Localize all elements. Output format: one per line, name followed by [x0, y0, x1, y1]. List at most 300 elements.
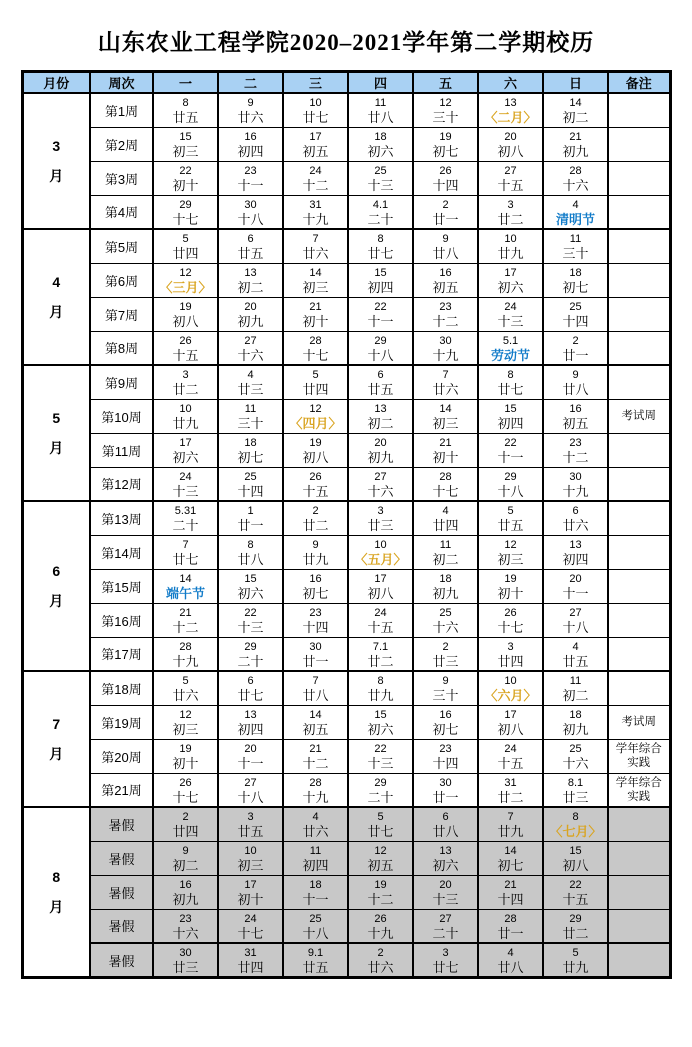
- day-cell: [413, 535, 478, 569]
- day-cell: [543, 433, 608, 467]
- lunar-day-label: 十九: [432, 347, 459, 363]
- week-label: 暑假: [90, 841, 153, 875]
- day-cell: [348, 875, 413, 909]
- week-label: 第20周: [90, 739, 153, 773]
- note-cell: [608, 671, 670, 705]
- day-cell: [478, 603, 543, 637]
- day-cell: [218, 705, 283, 739]
- day-number: 30: [244, 198, 257, 211]
- note-cell: [608, 943, 670, 978]
- day-number: 27: [244, 334, 257, 347]
- note-cell: [608, 807, 670, 841]
- lunar-day-label: 二十: [237, 653, 264, 669]
- day-cell: [413, 93, 478, 127]
- lunar-day-label: 十六: [172, 925, 199, 941]
- day-cell: [218, 501, 283, 535]
- day-cell: [348, 739, 413, 773]
- week-label: 第5周: [90, 229, 153, 263]
- lunar-day-label: 初十: [302, 314, 329, 329]
- day-number: 11: [374, 97, 387, 110]
- note-cell: [608, 93, 670, 127]
- month-unit: 月: [49, 304, 64, 320]
- day-number: 10: [374, 539, 387, 551]
- lunar-day-label: 十九: [302, 789, 329, 805]
- day-number: 17: [309, 131, 322, 143]
- day-cell: [153, 739, 218, 773]
- day-cell: [283, 943, 348, 978]
- lunar-day-label: 廿二: [367, 653, 394, 669]
- lunar-day-label: 初七: [237, 450, 264, 465]
- week-row: [22, 501, 670, 535]
- lunar-day-label: 十六: [562, 756, 589, 771]
- day-number: 17: [504, 267, 517, 279]
- day-cell: [478, 365, 543, 399]
- lunar-day-label: 十二: [172, 620, 199, 635]
- lunar-day-label: 二十: [367, 789, 394, 805]
- day-number: 26: [504, 607, 517, 619]
- day-number: 14: [569, 97, 582, 110]
- day-cell: [348, 671, 413, 705]
- week-row: [22, 297, 670, 331]
- lunar-day-label: 十四: [432, 178, 459, 193]
- day-cell: [413, 399, 478, 433]
- lunar-day-label: 廿三: [237, 382, 264, 398]
- day-cell: [153, 705, 218, 739]
- day-number: 25: [569, 743, 582, 755]
- day-cell: [218, 841, 283, 875]
- week-label: 第21周: [90, 773, 153, 807]
- week-row: [22, 739, 670, 773]
- week-label: 第1周: [90, 93, 153, 127]
- day-cell: [413, 501, 478, 535]
- day-number: 19: [179, 301, 192, 313]
- lunar-day-label: 初二: [237, 280, 264, 295]
- lunar-day-label: 初七: [432, 144, 459, 159]
- header-fri: 五: [413, 72, 478, 94]
- day-number: 13: [244, 267, 257, 279]
- month-number: 8: [52, 869, 61, 885]
- lunar-day-label: 廿九: [497, 824, 524, 840]
- week-label: 第17周: [90, 637, 153, 671]
- day-number: 24: [244, 912, 257, 925]
- day-number: 28: [309, 776, 322, 789]
- day-number: 25: [309, 912, 322, 925]
- day-number: 5: [507, 505, 514, 518]
- header-wed: 三: [283, 72, 348, 94]
- day-cell: [413, 807, 478, 841]
- lunar-day-label: 初二: [562, 110, 589, 126]
- lunar-day-label: 十一: [302, 892, 329, 907]
- week-label: 第19周: [90, 705, 153, 739]
- day-cell: [348, 195, 413, 229]
- week-row: [22, 671, 670, 705]
- day-cell: [283, 569, 348, 603]
- day-cell: [153, 501, 218, 535]
- day-cell: [413, 331, 478, 365]
- day-cell: [543, 807, 608, 841]
- day-cell: [413, 671, 478, 705]
- note-cell: [608, 467, 670, 501]
- lunar-month-label: 〈四月〉: [289, 416, 342, 431]
- day-number: 3: [182, 369, 189, 382]
- day-number: 26: [309, 470, 322, 483]
- day-cell: [218, 637, 283, 671]
- lunar-day-label: 初九: [367, 450, 394, 465]
- lunar-day-label: 廿五: [497, 518, 524, 534]
- day-cell: [478, 569, 543, 603]
- day-number: 8.1: [567, 776, 584, 789]
- lunar-day-label: 十八: [237, 789, 264, 805]
- lunar-day-label: 十四: [497, 892, 524, 907]
- day-number: 12: [439, 97, 452, 110]
- day-cell: [348, 229, 413, 263]
- lunar-day-label: 初二: [367, 416, 394, 431]
- lunar-day-label: 十二: [302, 756, 329, 771]
- month-cell: [22, 93, 90, 229]
- lunar-day-label: 廿八: [302, 688, 329, 704]
- day-number: 8: [377, 675, 384, 688]
- lunar-day-label: 十七: [302, 347, 329, 363]
- lunar-day-label: 初八: [562, 858, 589, 873]
- day-cell: [153, 127, 218, 161]
- lunar-day-label: 初五: [562, 416, 589, 431]
- lunar-day-label: 二十: [432, 925, 459, 941]
- day-cell: [153, 909, 218, 943]
- lunar-day-label: 廿六: [302, 246, 329, 262]
- day-cell: [348, 841, 413, 875]
- lunar-day-label: 初八: [302, 450, 329, 465]
- lunar-day-label: 十三: [367, 756, 394, 771]
- lunar-day-label: 十三: [432, 892, 459, 907]
- week-row: [22, 229, 670, 263]
- week-label: 第9周: [90, 365, 153, 399]
- day-number: 14: [439, 403, 452, 415]
- day-cell: [218, 535, 283, 569]
- day-cell: [478, 93, 543, 127]
- lunar-month-label: 〈五月〉: [354, 552, 407, 567]
- week-row: [22, 467, 670, 501]
- day-cell: [348, 943, 413, 978]
- day-number: 14: [179, 573, 192, 585]
- day-cell: [283, 433, 348, 467]
- day-cell: [283, 161, 348, 195]
- day-cell: [543, 297, 608, 331]
- day-number: 9: [182, 845, 189, 857]
- day-number: 18: [569, 709, 582, 721]
- day-cell: [218, 433, 283, 467]
- day-cell: [413, 127, 478, 161]
- week-row: [22, 127, 670, 161]
- day-cell: [348, 399, 413, 433]
- month-cell: [22, 671, 90, 807]
- lunar-day-label: 十六: [237, 347, 264, 363]
- day-cell: [218, 127, 283, 161]
- lunar-day-label: 初十: [237, 892, 264, 907]
- day-cell: [348, 909, 413, 943]
- day-number: 22: [569, 879, 582, 891]
- day-cell: [348, 773, 413, 807]
- day-number: 29: [504, 470, 517, 483]
- lunar-day-label: 三十: [432, 688, 459, 704]
- note-cell: [608, 365, 670, 399]
- lunar-day-label: 廿二: [302, 518, 329, 534]
- day-number: 5.1: [502, 334, 519, 347]
- day-cell: [283, 535, 348, 569]
- lunar-day-label: 初四: [237, 144, 264, 159]
- day-number: 16: [244, 131, 257, 143]
- lunar-day-label: 十八: [367, 347, 394, 363]
- lunar-day-label: 三十: [237, 416, 264, 431]
- lunar-day-label: 初十: [172, 756, 199, 771]
- week-label: 暑假: [90, 943, 153, 978]
- day-number: 8: [247, 539, 254, 551]
- day-cell: [413, 161, 478, 195]
- day-number: 29: [569, 912, 582, 925]
- lunar-day-label: 廿九: [497, 246, 524, 262]
- day-cell: [478, 909, 543, 943]
- week-label: 第10周: [90, 399, 153, 433]
- day-number: 20: [504, 131, 517, 143]
- lunar-day-label: 初十: [432, 450, 459, 465]
- lunar-day-label: 十九: [367, 925, 394, 941]
- month-unit: 月: [49, 440, 64, 456]
- day-cell: [543, 535, 608, 569]
- day-cell: [283, 705, 348, 739]
- lunar-day-label: 十一: [562, 586, 589, 601]
- day-number: 17: [244, 879, 257, 891]
- lunar-day-label: 十四: [237, 483, 264, 499]
- day-number: 16: [179, 879, 192, 891]
- day-number: 17: [504, 709, 517, 721]
- day-number: 7.1: [372, 640, 389, 653]
- day-cell: [543, 739, 608, 773]
- day-number: 4: [572, 640, 579, 653]
- day-number: 24: [179, 470, 192, 483]
- day-number: 31: [504, 776, 517, 789]
- day-number: 22: [504, 437, 517, 449]
- day-cell: [218, 161, 283, 195]
- day-number: 4: [442, 505, 449, 518]
- day-cell: [218, 331, 283, 365]
- lunar-day-label: 十七: [497, 620, 524, 635]
- day-cell: [153, 637, 218, 671]
- lunar-day-label: 廿五: [172, 110, 199, 126]
- month-number: 6: [52, 563, 61, 579]
- day-number: 8: [572, 811, 579, 824]
- month-number: 4: [52, 274, 61, 290]
- day-number: 9: [442, 233, 449, 246]
- day-cell: [413, 195, 478, 229]
- day-cell: [153, 399, 218, 433]
- week-row: [22, 909, 670, 943]
- day-number: 10: [504, 233, 517, 246]
- day-number: 10: [504, 675, 517, 688]
- lunar-day-label: 廿二: [497, 211, 524, 227]
- month-cell: [22, 365, 90, 501]
- day-cell: [413, 263, 478, 297]
- day-number: 17: [374, 573, 387, 585]
- day-cell: [543, 569, 608, 603]
- day-number: 14: [309, 267, 322, 279]
- day-cell: [413, 841, 478, 875]
- lunar-day-label: 二十: [172, 518, 199, 534]
- day-number: 5: [312, 369, 319, 382]
- day-number: 3: [247, 811, 254, 824]
- day-number: 2: [312, 505, 319, 518]
- header-week: 周次: [90, 72, 153, 94]
- day-cell: [543, 841, 608, 875]
- festival-label: 劳动节: [490, 347, 530, 363]
- day-number: 7: [312, 233, 319, 246]
- lunar-day-label: 廿五: [302, 960, 329, 975]
- lunar-day-label: 十一: [497, 450, 524, 465]
- day-number: 15: [179, 131, 192, 143]
- day-cell: [413, 365, 478, 399]
- lunar-day-label: 初三: [237, 858, 264, 873]
- day-number: 15: [374, 267, 387, 279]
- lunar-day-label: 初六: [497, 280, 524, 295]
- lunar-day-label: 廿八: [497, 960, 524, 975]
- week-row: [22, 773, 670, 807]
- note-cell: 考试周: [608, 705, 670, 739]
- note-cell: [608, 909, 670, 943]
- day-cell: [153, 263, 218, 297]
- day-cell: [478, 501, 543, 535]
- day-cell: [478, 739, 543, 773]
- day-number: 4: [507, 947, 514, 959]
- lunar-day-label: 初十: [172, 178, 199, 193]
- day-number: 19: [179, 743, 192, 755]
- lunar-day-label: 廿五: [562, 653, 589, 669]
- lunar-day-label: 十二: [432, 314, 459, 329]
- lunar-day-label: 十五: [562, 892, 589, 907]
- day-number: 6: [442, 811, 449, 824]
- day-number: 12: [179, 709, 192, 721]
- day-cell: [478, 807, 543, 841]
- week-label: 第11周: [90, 433, 153, 467]
- lunar-day-label: 初九: [172, 892, 199, 907]
- week-row: [22, 637, 670, 671]
- lunar-day-label: 初四: [562, 552, 589, 567]
- day-number: 26: [374, 912, 387, 925]
- day-cell: [543, 705, 608, 739]
- lunar-day-label: 十八: [237, 211, 264, 227]
- week-row: [22, 331, 670, 365]
- month-cell: [22, 807, 90, 978]
- lunar-day-label: 初七: [302, 586, 329, 601]
- day-number: 6: [247, 675, 254, 688]
- lunar-day-label: 廿九: [367, 688, 394, 704]
- day-cell: [283, 331, 348, 365]
- lunar-day-label: 廿二: [562, 925, 589, 941]
- lunar-day-label: 初五: [367, 858, 394, 873]
- day-number: 28: [569, 165, 582, 177]
- lunar-day-label: 十七: [237, 925, 264, 941]
- lunar-day-label: 廿九: [302, 552, 329, 567]
- header-row: [22, 72, 670, 94]
- header-thu: 四: [348, 72, 413, 94]
- day-number: 30: [309, 640, 322, 653]
- day-cell: [153, 297, 218, 331]
- day-number: 7: [442, 369, 449, 382]
- day-cell: [283, 467, 348, 501]
- month-unit: 月: [49, 168, 64, 184]
- day-cell: [218, 671, 283, 705]
- month-unit: 月: [49, 746, 64, 762]
- lunar-day-label: 廿四: [432, 518, 459, 534]
- day-number: 24: [504, 301, 517, 313]
- day-number: 5: [572, 947, 579, 959]
- day-number: 1: [247, 505, 254, 518]
- day-number: 2: [182, 811, 189, 824]
- lunar-day-label: 十一: [237, 756, 264, 771]
- week-row: [22, 161, 670, 195]
- day-cell: [478, 875, 543, 909]
- day-cell: [543, 909, 608, 943]
- day-cell: [543, 637, 608, 671]
- lunar-day-label: 初四: [237, 722, 264, 737]
- header-tue: 二: [218, 72, 283, 94]
- lunar-day-label: 廿四: [172, 824, 199, 840]
- day-cell: [413, 773, 478, 807]
- day-cell: [413, 943, 478, 978]
- day-cell: [283, 93, 348, 127]
- day-cell: [478, 161, 543, 195]
- day-cell: [283, 909, 348, 943]
- day-cell: [413, 739, 478, 773]
- day-number: 12: [504, 539, 517, 551]
- lunar-day-label: 初五: [302, 144, 329, 159]
- day-cell: [478, 671, 543, 705]
- note-cell: [608, 127, 670, 161]
- lunar-day-label: 初六: [367, 144, 394, 159]
- lunar-day-label: 初九: [237, 314, 264, 329]
- day-cell: [543, 93, 608, 127]
- lunar-month-label: 〈七月〉: [549, 824, 602, 840]
- month-number: 7: [52, 716, 61, 732]
- day-cell: [413, 297, 478, 331]
- day-cell: [153, 535, 218, 569]
- day-number: 26: [179, 334, 192, 347]
- day-cell: [543, 331, 608, 365]
- week-label: 暑假: [90, 909, 153, 943]
- day-cell: [153, 875, 218, 909]
- lunar-day-label: 十八: [302, 925, 329, 941]
- week-row: [22, 807, 670, 841]
- day-number: 23: [179, 912, 192, 925]
- day-number: 9.1: [307, 947, 324, 959]
- day-number: 2: [572, 334, 579, 347]
- lunar-day-label: 十二: [562, 450, 589, 465]
- lunar-day-label: 十七: [172, 211, 199, 227]
- day-number: 28: [309, 334, 322, 347]
- note-cell: [608, 535, 670, 569]
- lunar-day-label: 廿六: [432, 382, 459, 398]
- month-cell: [22, 229, 90, 365]
- day-cell: [543, 365, 608, 399]
- week-row: [22, 195, 670, 229]
- day-number: 22: [374, 743, 387, 755]
- note-cell: 学年综合实践: [608, 773, 670, 807]
- day-number: 30: [569, 470, 582, 483]
- lunar-day-label: 十三: [237, 620, 264, 635]
- lunar-day-label: 初十: [497, 586, 524, 601]
- day-cell: [283, 263, 348, 297]
- lunar-day-label: 廿七: [237, 688, 264, 704]
- week-label: 第12周: [90, 467, 153, 501]
- lunar-day-label: 十六: [562, 178, 589, 193]
- day-number: 16: [439, 267, 452, 279]
